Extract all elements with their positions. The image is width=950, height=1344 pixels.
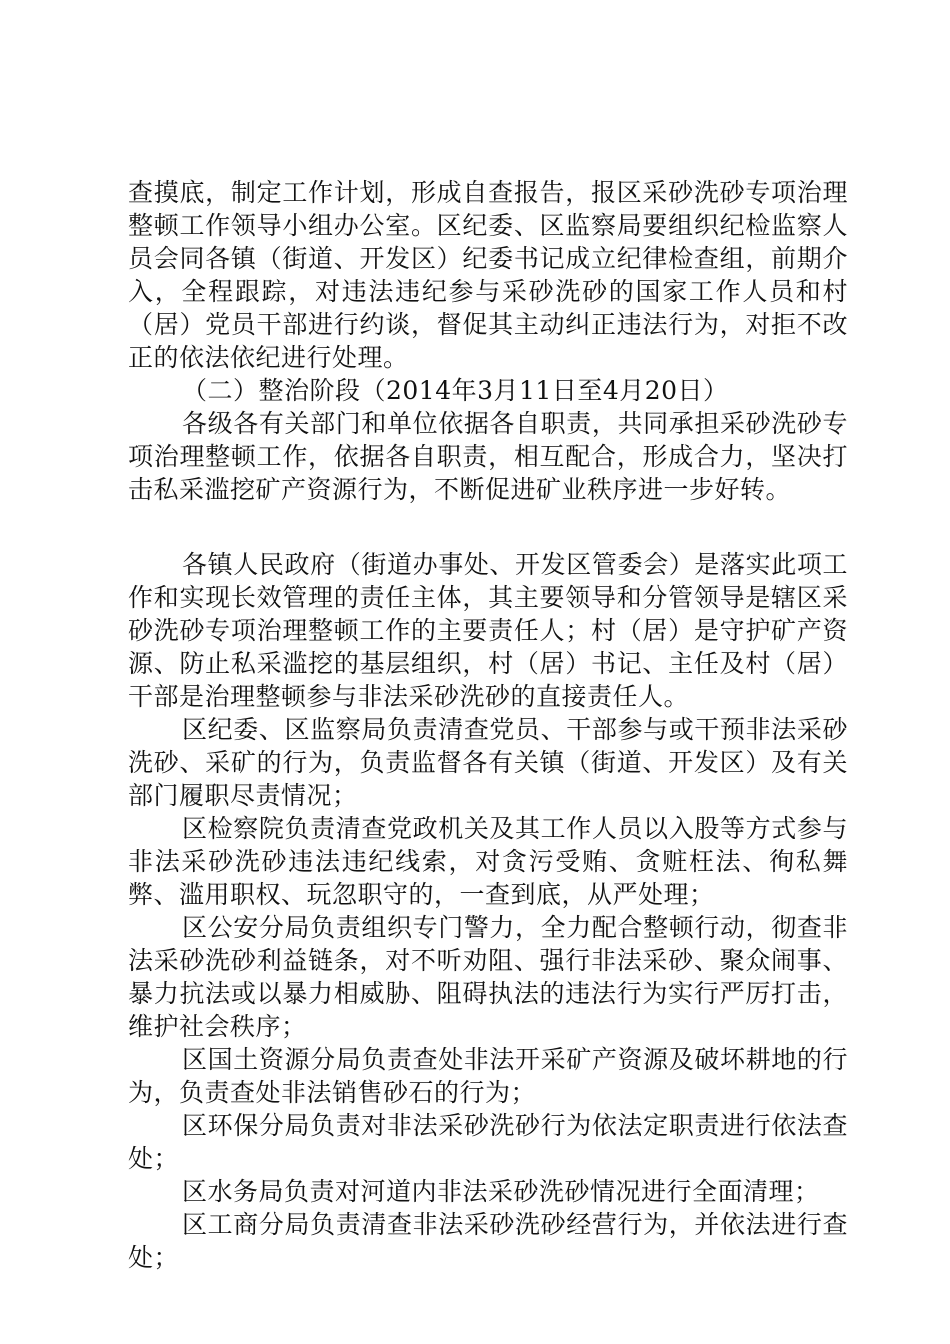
paragraph-public-security: 区公安分局负责组织专门警力，全力配合整顿行动，彻查非法采砂洗砂利益链条，对不听劝阻、强行非法采砂、聚众闹事、暴力抗法或以暴力相威胁、阻碍执法的违法行为实行严厉打击，维护社会秩序；: [128, 913, 848, 1041]
paragraph-responsibilities: 各级各有关部门和单位依据各自职责，共同承担采砂洗砂专项治理整顿工作，依据各自职责，相互配合，形成合力，坚决打击私采滥挖矿产资源行为，不断促进矿业秩序进一步好转。: [128, 409, 848, 504]
paragraph-land-resources: 区国土资源分局负责查处非法开采矿产资源及破坏耕地的行为，负责查处非法销售砂石的行为；: [128, 1045, 848, 1107]
paragraph-discipline-commission: 区纪委、区监察局负责清查党员、干部参与或干预非法采砂洗砂、采矿的行为，负责监督各有关镇（街道、开发区）及有关部门履职尽责情况；: [128, 715, 848, 810]
paragraph-self-check: 查摸底，制定工作计划，形成自查报告，报区采砂洗砂专项治理整顿工作领导小组办公室。区纪委、区监察局要组织纪检监察人员会同各镇（街道、开发区）纪委书记成立纪律检查组，前期介入，全程跟踪，对违法违纪参与采砂洗砂的国家工作人员和村（居）党员干部进行约谈，督促其主动纠正违法行为，对拒不改正的依法依纪进行处理。: [128, 178, 848, 372]
paragraph-procuratorate: 区检察院负责清查党政机关及其工作人员以入股等方式参与非法采砂洗砂违法违纪线索，对贪污受贿、贪赃枉法、徇私舞弊、滥用职权、玩忽职守的，一查到底，从严处理；: [128, 814, 848, 909]
document-body: [128, 176, 848, 1274]
paragraph-environmental: 区环保分局负责对非法采砂洗砂行为依法定职责进行依法查处；: [128, 1111, 848, 1173]
paragraph-gap: [128, 506, 848, 548]
paragraph-town-government: 各镇人民政府（街道办事处、开发区管委会）是落实此项工作和实现长效管理的责任主体，其主要领导和分管领导是辖区采砂洗砂专项治理整顿工作的主要责任人；村（居）是守护矿产资源、防止私采滥挖的基层组织，村（居）书记、主任及村（居）干部是治理整顿参与非法采砂洗砂的直接责任人。: [128, 550, 848, 711]
section-heading-rectification: （二）整治阶段（2014年3月11日至4月20日）: [182, 376, 729, 405]
paragraph-water-affairs: 区水务局负责对河道内非法采砂洗砂情况进行全面清理；: [182, 1177, 820, 1206]
paragraph-industry-commerce: 区工商分局负责清查非法采砂洗砂经营行为，并依法进行查处；: [128, 1210, 848, 1272]
